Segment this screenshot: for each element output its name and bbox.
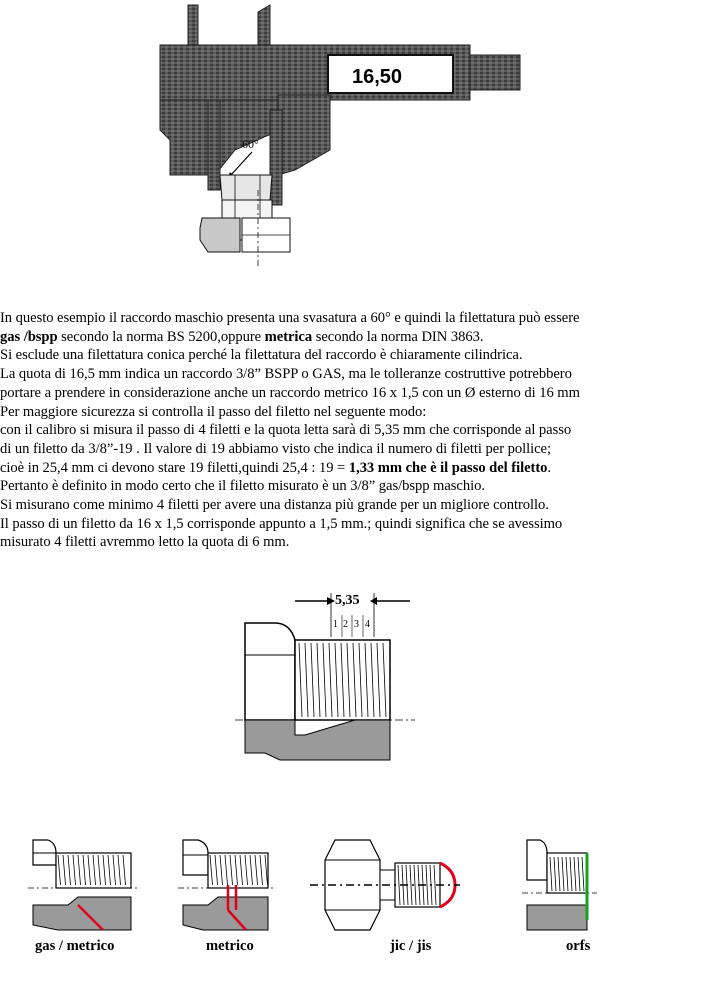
text-run: In questo esempio il raccordo maschio presenta una svasatura a 60° e quindi la filettatura può essere (0, 310, 580, 326)
thread-dimension: 5,35 (335, 593, 360, 608)
bold-text: 1,33 mm che è il passo del filetto (348, 459, 548, 476)
fitting-label-jic-jis: jic / jis (390, 938, 432, 954)
thread-measurement-diagram (235, 585, 415, 770)
fitting-label-orfs: orfs (566, 938, 591, 954)
fitting-label-metrico: metrico (206, 938, 254, 954)
text-run: La quota di 16,5 mm indica un raccordo 3/8” BSPP o GAS, ma le tolleranze costruttive potrebbero (0, 366, 572, 383)
text-run: Pertanto è definito in modo certo che il filetto misurato è un 3/8” gas/bspp maschio. (0, 478, 485, 495)
paragraph-line (0, 515, 700, 534)
text-run: secondo la norma DIN 3863. (312, 328, 484, 345)
paragraph-line (0, 459, 700, 478)
thread-number-3: 3 (354, 619, 359, 630)
thread-number-4: 4 (365, 619, 370, 630)
fitting-orfs-diagram (522, 835, 597, 935)
paragraph-line (0, 384, 700, 403)
bold-text: metrica (264, 328, 313, 345)
thread-number-1: 1 (333, 619, 338, 630)
thread-number-2: 2 (343, 619, 348, 630)
text-run: Si misurano come minimo 4 filetti per avere una distanza più grande per un migliore controllo. (0, 497, 549, 514)
paragraph-line (0, 365, 700, 384)
text-run: Si esclude una filettatura conica perché la filettatura del raccordo è chiaramente cilindrica. (0, 347, 523, 364)
caliper-illustration (150, 0, 530, 270)
text-run: Il passo di un filetto da 16 x 1,5 corrisponde appunto a 1,5 mm.; quindi significa che se avessimo (0, 515, 563, 532)
fitting-metrico-diagram (178, 835, 273, 935)
paragraph-line (0, 403, 700, 422)
text-run: portare a prendere in considerazione anche un raccordo metrico 16 x 1,5 con un Ø esterno di 16 mm (0, 384, 580, 401)
caliper-reading: 16,50 (352, 66, 403, 88)
fitting-jic-jis-diagram (310, 835, 460, 935)
bold-text: gas /bspp (0, 328, 58, 345)
text-run: cioè in 25,4 mm ci devono stare 19 filetti,quindi 25,4 : 19 = (0, 459, 349, 476)
text-run: . (547, 459, 551, 476)
paragraph-line (0, 346, 700, 365)
paragraph-line (0, 309, 700, 328)
text-run: con il calibro si misura il passo di 4 filetti e la quota letta sarà di 5,35 mm che corrisponde al passo (0, 422, 572, 439)
paragraph-line (0, 496, 700, 515)
text-run: secondo la norma BS 5200,oppure (57, 328, 265, 345)
paragraph-line (0, 533, 700, 552)
paragraph-line (0, 421, 700, 440)
angle-label: 60° (242, 137, 259, 151)
fitting-gas-metrico-diagram (28, 835, 138, 935)
paragraph-line (0, 440, 700, 459)
paragraph-line (0, 477, 700, 496)
explanation-paragraph (0, 309, 700, 552)
paragraph-line (0, 328, 700, 347)
text-run: di un filetto da 3/8”-19 . Il valore di 19 abbiamo visto che indica il numero di filetti per pollice; (0, 440, 551, 457)
text-run: misurato 4 filetti avremmo letto la quota di 6 mm. (0, 534, 290, 551)
fitting-label-gas-metrico: gas / metrico (35, 938, 115, 954)
text-run: Per maggiore sicurezza si controlla il passo del filetto nel seguente modo: (0, 403, 427, 420)
